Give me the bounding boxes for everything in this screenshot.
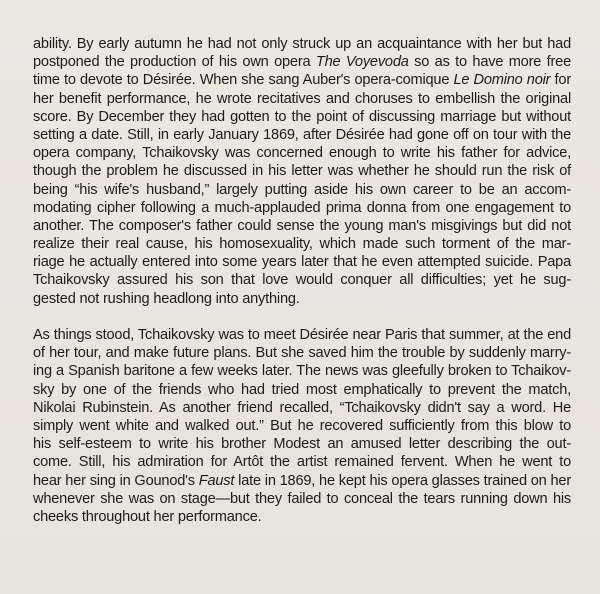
text-run: time to devote to Désirée. When she sang Auber's opera-comique [33,72,454,89]
paragraph [33,35,571,308]
text-run: setting a date. Still, in early January 1869, after Désirée had gone off on tour with the [33,126,571,143]
text-line [33,126,571,144]
text-line [33,217,571,235]
text-line [33,162,571,180]
text-line [33,453,571,471]
italic-title: Le Domino noir [453,72,551,89]
text-line [33,235,571,253]
text-run: postponed the production of his own opera [33,54,316,71]
text-run: Tchaikovsky assured his son that love would conquer all difficulties; yet he sug- [33,272,571,289]
body-text [33,35,571,526]
text-line [33,35,571,53]
text-run: though the problem he discussed in his letter was whether he should run the risk of [33,163,571,180]
text-line [33,53,571,71]
text-run: simply went white and walked out.” But he recovered sufficiently from this blow to [33,417,571,434]
text-run: come. Still, his admiration for Artôt the artist remained fervent. When he went to [33,454,571,471]
text-line [33,271,571,289]
text-line [33,362,571,380]
text-run: her benefit performance, he wrote recitatives and choruses to embellish the original [33,90,571,107]
text-run: late in 1869, he kept his opera glasses trained on her [234,472,571,489]
text-run: riage he actually entered into some years later that he even attempted suicide. Papa [33,254,571,271]
text-run: cheeks throughout her performance. [33,508,262,525]
text-line [33,90,571,108]
text-run: for [550,72,571,89]
text-line [33,472,571,490]
text-run: hear her sing in Gounod's [33,472,199,489]
text-line [33,399,571,417]
text-line [33,508,571,526]
text-line [33,181,571,199]
text-run: realize their real cause, his homosexuality, which made such torment of the mar- [33,236,571,253]
text-run: so as to have more free [408,54,571,71]
text-line [33,199,571,217]
text-line [33,381,571,399]
italic-title: Faust [198,472,235,489]
text-run: whenever she was on stage—but they failed to conceal the tears running down his [33,490,571,507]
text-line [33,144,571,162]
text-run: score. By December they had gotten to the point of discussing marriage but without [33,108,571,125]
paragraph [33,326,571,526]
text-run: his self-esteem to write his brother Modest an amused letter describing the out- [33,436,571,453]
text-line [33,490,571,508]
text-run: Nikolai Rubinstein. As another friend recalled, “Tchaikovsky didn't say a word. He [33,399,571,416]
text-run: of her tour, and make future plans. But she saved him the trouble by suddenly marry- [33,345,571,362]
text-line [33,326,571,344]
text-line [33,290,571,308]
text-line [33,417,571,435]
text-line [33,108,571,126]
text-line [33,435,571,453]
text-line [33,344,571,362]
text-run: As things stood, Tchaikovsky was to meet Désirée near Paris that summer, at the end [33,327,571,343]
paragraph-gap [33,308,571,326]
italic-title: The Voyevoda [315,54,409,71]
text-line [33,71,571,89]
text-line [33,253,571,271]
text-run: modating cipher following a much-applauded prima donna from one engagement to [33,199,571,216]
text-run: being “his wife's husband,” largely putting aside his own career to be an accom- [33,181,571,198]
text-run: sky by one of the friends who had tried most emphatically to prevent the match, [33,381,571,398]
text-run: gested not rushing headlong into anything. [33,290,300,307]
text-run: opera company, Tchaikovsky was concerned enough to write his father for advice, [33,145,571,162]
text-run: another. The composer's father could sense the young man's misgivings but did not [33,217,571,234]
text-run: ability. By early autumn he had not only struck up an acquaintance with her but had [33,36,571,52]
text-run: ing a Spanish baritone a few weeks later. The news was gleefully broken to Tchaikov- [33,363,571,380]
